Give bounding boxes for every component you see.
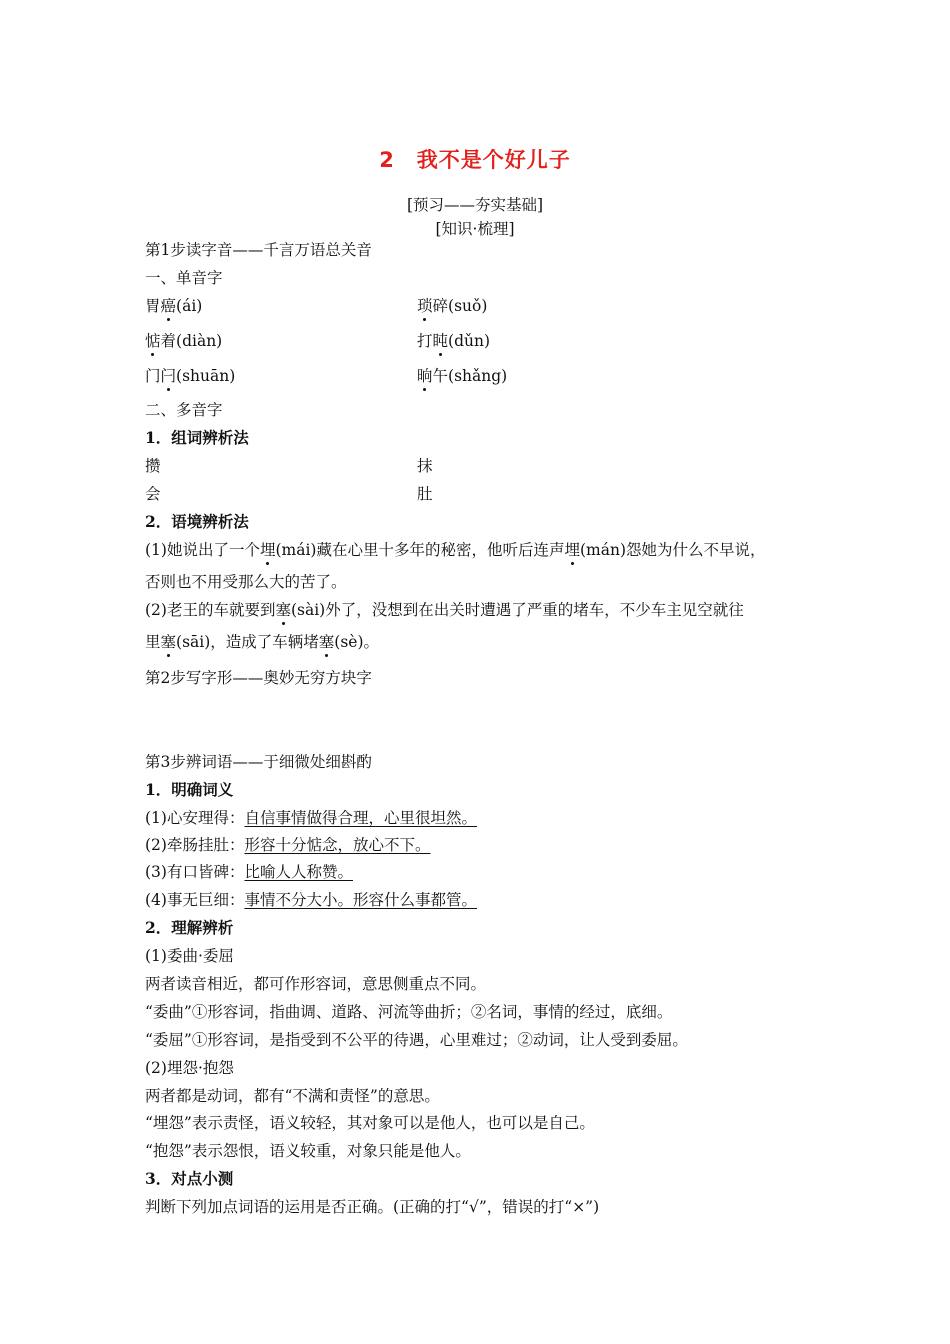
page-title: 2 我不是个好儿子 xyxy=(379,148,571,172)
method2-heading: 2．语境辨析法 xyxy=(145,512,249,531)
analysis-line: “埋怨”表示责怪，语义较轻，其对象可以是他人，也可以是自己。 xyxy=(145,1114,595,1132)
pinyin: (suǒ) xyxy=(448,297,488,315)
meaning-item: (3)有口皆碑：比喻人人称赞。 xyxy=(145,863,353,881)
analysis-line: (1)委曲·委屈 xyxy=(145,947,234,965)
analysis-line: 两者读音相近，都可作形容词，意思侧重点不同。 xyxy=(145,975,487,993)
single-char-heading: 一、单音字 xyxy=(145,269,223,287)
pinyin: (diàn) xyxy=(176,332,223,350)
analysis-line: “委屈”①形容词，是指受到不公平的待遇，心里难过；②动词，让人受到委屈。 xyxy=(145,1031,688,1049)
meaning-item: (2)牵肠挂肚：形容十分惦念，放心不下。 xyxy=(145,836,431,854)
method1-heading: 1．组词辨析法 xyxy=(145,428,249,447)
single-char-item: 晌午(shǎng) xyxy=(417,367,508,385)
step1-heading: 第1步读字音——千言万语总关音 xyxy=(145,241,372,259)
knowledge-header: [知识·梳理] xyxy=(435,220,515,238)
single-char-item: 琐碎(suǒ) xyxy=(417,297,488,315)
test-instruction: 判断下列加点词语的运用是否正确。(正确的打“√”，错误的打“×”) xyxy=(145,1198,600,1216)
analysis-line: “委曲”①形容词，指曲调、道路、河流等曲折；②名词，事情的经过，底细。 xyxy=(145,1003,673,1021)
method1-char: 抹 xyxy=(417,457,433,475)
method1-char: 肚 xyxy=(417,485,433,503)
single-char-item: 门闩(shuān) xyxy=(145,367,236,385)
pinyin: (shǎng) xyxy=(448,367,508,385)
step2-heading: 第2步写字形——奥妙无穷方块字 xyxy=(145,669,372,687)
pinyin: (shuān) xyxy=(176,367,236,385)
analysis-line: (2)埋怨·抱怨 xyxy=(145,1059,234,1077)
context-line-2: 否则也不用受那么大的苦了。 xyxy=(145,573,347,591)
context-line-4: 里塞(sāi)，造成了车辆堵塞(sè)。 xyxy=(145,633,380,651)
step3-heading: 第3步辨词语——于细微处细斟酌 xyxy=(145,753,372,771)
context-line-1: (1)她说出了一个埋(mái)藏在心里十多年的秘密，他听后连声埋(mán)怨她为什么不早说， xyxy=(145,541,766,559)
test-heading: 3．对点小测 xyxy=(145,1169,234,1188)
analysis-heading: 2．理解辨析 xyxy=(145,918,234,937)
pinyin: (dǔn) xyxy=(448,332,491,350)
preview-header: [预习——夯实基础] xyxy=(406,196,544,214)
single-char-item: 惦着(diàn) xyxy=(145,332,223,350)
context-line-3: (2)老王的车就要到塞(sài)外了，没想到在出关时遭遇了严重的堵车，不少车主见空就往 xyxy=(145,601,744,619)
single-char-item: 打盹(dǔn) xyxy=(417,332,491,350)
single-char-item: 胃癌(ái) xyxy=(145,297,203,315)
meaning-item: (1)心安理得：自信事情做得合理，心里很坦然。 xyxy=(145,809,477,827)
method1-char: 会 xyxy=(145,485,161,503)
analysis-line: 两者都是动词，都有“不满和责怪”的意思。 xyxy=(145,1087,440,1105)
meaning-heading: 1．明确词义 xyxy=(145,780,234,799)
multi-char-heading: 二、多音字 xyxy=(145,401,223,419)
meaning-item: (4)事无巨细：事情不分大小。形容什么事都管。 xyxy=(145,891,477,909)
method1-char: 攒 xyxy=(145,457,161,475)
analysis-line: “抱怨”表示怨恨，语义较重，对象只能是他人。 xyxy=(145,1142,471,1160)
pinyin: (ái) xyxy=(176,297,203,315)
